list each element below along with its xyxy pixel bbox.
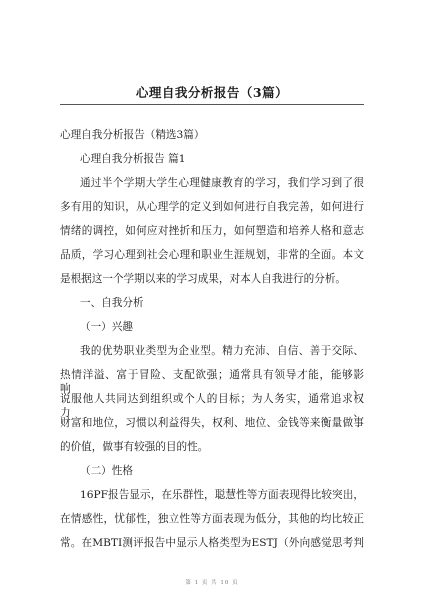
paragraph-line: 我的优势职业类型为企业型。精力充沛、自信、善于交际、 bbox=[80, 345, 364, 357]
paragraph-line: 的价值，做事有较强的目的性。 bbox=[60, 441, 209, 453]
paragraph-line: 是根据这一个学期以来的学习成果，对本人自我进行的分析。 bbox=[60, 273, 347, 285]
header-divider bbox=[60, 104, 364, 105]
paragraph-line: 热情洋溢、富于冒险、支配欲强；通常具有领导才能，能够影响、 bbox=[60, 369, 364, 395]
paragraph-line: 情绪的调控，如何应对挫折和压力，如何塑造和培养人格和意志 bbox=[60, 225, 364, 237]
paragraph-line: 品质，学习心理到社会心理和职业生涯规划，非常的全面。本文 bbox=[60, 249, 364, 261]
document-title: 心理自我分析报告（精选3篇） bbox=[60, 129, 205, 141]
paragraph-line: 16PF报告显示，在乐群性，聪慧性等方面表现得比较突出， bbox=[80, 489, 364, 501]
paragraph-line: 常。在MBTI测评报告中显示人格类型为ESTJ（外向感觉思考判 bbox=[60, 537, 364, 549]
paragraph-line: 在情感性，忧郁性，独立性等方面表现为低分，其他的均比较正 bbox=[60, 513, 364, 525]
paragraph-line: 说服他人共同达到组织或个人的目标；为人务实，通常追求权力、 bbox=[60, 393, 364, 419]
section-heading: 一、自我分析 bbox=[80, 297, 144, 309]
paragraph-line: 财富和地位，习惯以利益得失，权利、地位、金钱等来衡量做事 bbox=[60, 417, 364, 429]
paragraph-line: 多有用的知识，从心理学的定义到如何进行自我完善，如何进行 bbox=[60, 201, 364, 213]
page-title: 心理自我分析报告（3篇） bbox=[135, 85, 289, 100]
subsection-heading: （二）性格 bbox=[80, 465, 133, 477]
page-number: 第 1 页 共 10 页 bbox=[185, 580, 239, 586]
subsection-heading: （一）兴趣 bbox=[80, 321, 133, 333]
section-heading: 心理自我分析报告 篇1 bbox=[80, 153, 186, 165]
paragraph-line: 通过半个学期大学生心理健康教育的学习，我们学习到了很 bbox=[80, 177, 364, 189]
